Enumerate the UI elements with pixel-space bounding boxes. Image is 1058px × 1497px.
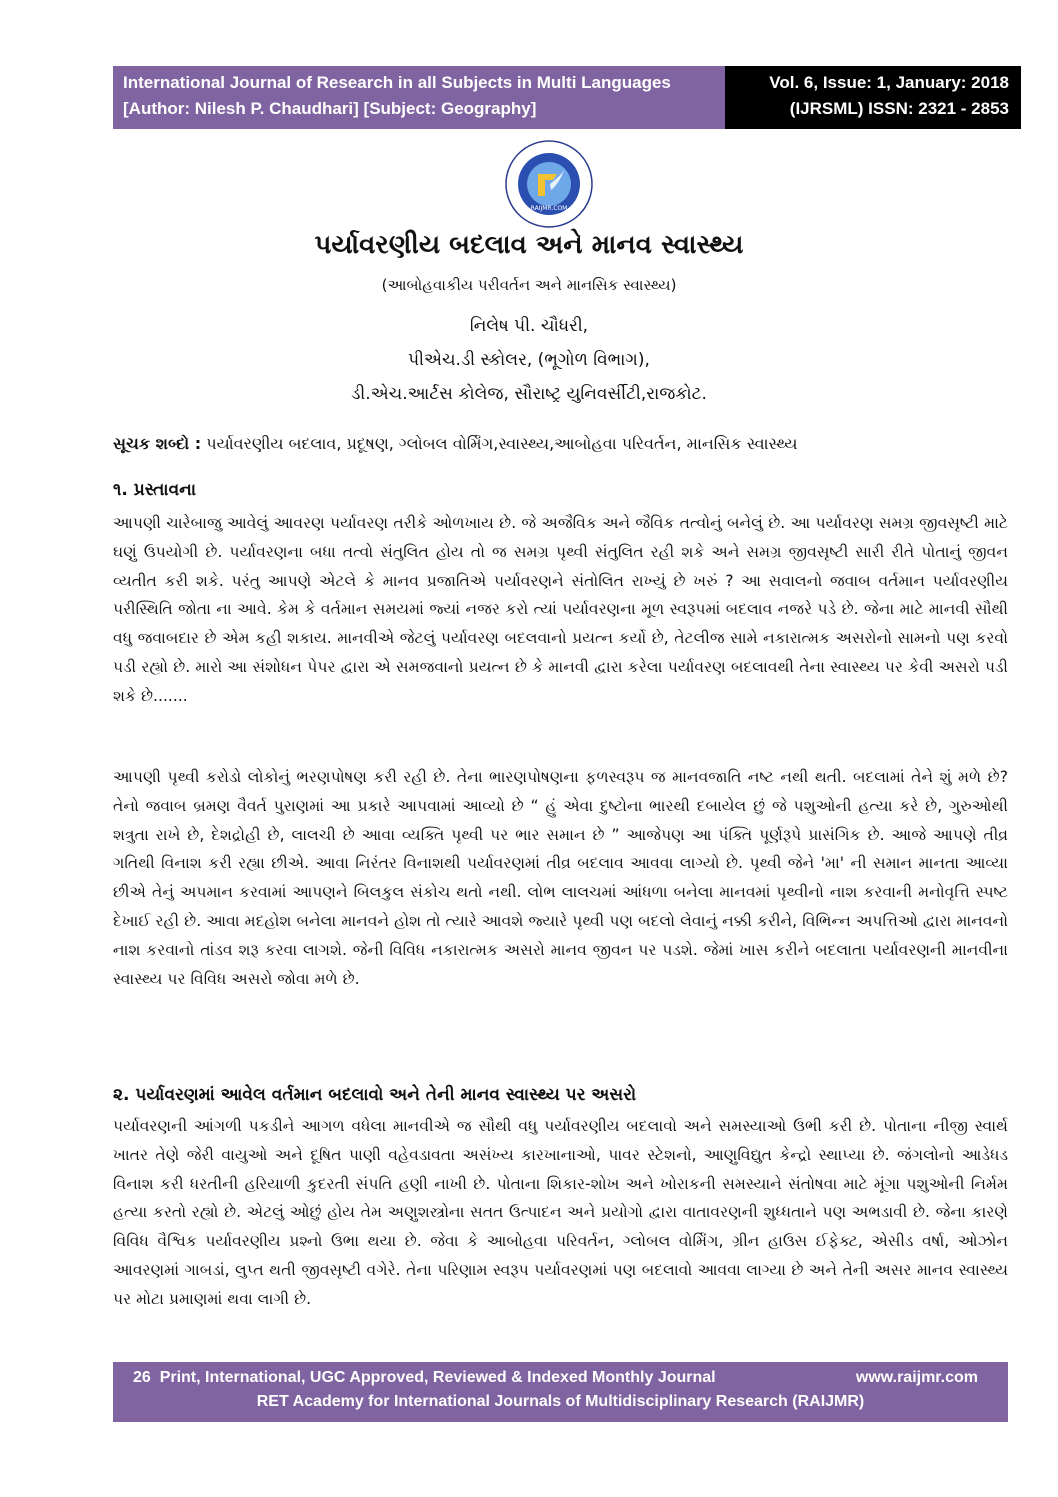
journal-footer xyxy=(113,1362,1008,1422)
author-subject: [Author: Nilesh P. Chaudhari] [Subject: Geography] xyxy=(123,99,537,118)
volume-info: Vol. 6, Issue: 1, January: 2018 xyxy=(769,73,1009,92)
keywords-label: સૂચક શબ્દો : xyxy=(113,434,202,453)
author-name: નિલેષ પી. ચૌધરી, xyxy=(469,316,589,336)
page-number: 26 xyxy=(133,1369,151,1386)
header-volume-block xyxy=(725,66,1021,129)
section1-heading: ૧. પ્રસ્તાવના xyxy=(113,480,197,500)
keywords-text: પર્યાવરણીય બદલાવ, પ્રદૂષણ, ગ્લોબલ વોર્મિંગ,સ્વાસ્થ્ય,આબોહવા પરિવર્તન, માનસિક સ્વાસ્થ્ય xyxy=(201,434,798,453)
paper-subtitle: (આબોહવાકીય પરીવર્તન અને માનસિક સ્વાસ્થ્ય) xyxy=(381,276,677,294)
logo-text: RAIJMR.COM xyxy=(530,205,568,212)
journal-header xyxy=(113,66,1021,129)
header-journal-block xyxy=(113,66,725,129)
paper-title: પર્યાવરણીય બદલાવ અને માનવ સ્વાસ્થ્ય xyxy=(314,230,744,260)
section2-paragraph-1: પર્યાવરણની આંગળી પકડીને આગળ વધેલા માનવીએ જ સૌથી વધુ પર્યાવરણીય બદલાવો અને સમસ્યાઓ ઉભી કરી છે. પોતાના નીજી સ્વાર્થ ખાતર તેણે જેરી વાયુઓ અને દૂષિત પાણી વહેવડાવતા અસંખ્ય કારખાનાઓ, પાવર સ્ટેશનો, આણુવિદ્યુત કેન્દ્રો સ્થાપ્યા છે. જંગલોનો આડેધડ વિનાશ કરી ધરતીની હરિયાળી કુદરતી સંપતિ હણી નાખી છે. પોતાના શિકાર-શોખ અને ખોરાકની સમસ્યાને સંતોષવા માટે મૂંગા પશુઓની નિર્મમ હત્યા કરતો રહ્યો છે. એટલું ઓછું હોય તેમ અણુશસ્ત્રોના સતત ઉત્પાદન અને પ્રયોગો દ્વારા વાતાવરણની શુધ્ધતાને પણ અભડાવી છે. જેના કારણે વિવિધ વૈશ્વિક પર્યાવરણીય પ્રશ્નો ઉભા થયા છે. જેવા કે આબોહવા પરિવર્તન, ગ્લોબલ વોર્મિંગ, ગ્રીન હાઉસ ઈફેક્ટ, એસીડ વર્ષા, ઓઝોન આવરણમાં ગાબડાં, લુપ્ત થતી જીવસૃષ્ટી વગેરે. તેના પરિણામ સ્વરૂપ પર્યાવરણમાં પણ બદલાવો આવવા લાગ્યા છે અને તેની અસર માનવ સ્વાસ્થ્ય પર મોટા પ્રમાણમાં થવા લાગી છે. xyxy=(113,1117,1008,1308)
footer-line2: RET Academy for International Journals of Multidisciplinary Research (RAIJMR) xyxy=(256,1393,865,1410)
raijmr-logo xyxy=(505,140,593,228)
author-role: પીએચ.ડી સ્કોલર, (ભૂગોળ વિભાગ), xyxy=(408,350,650,370)
footer-line1: Print, International, UGC Approved, Reviewed & Indexed Monthly Journal xyxy=(159,1369,716,1386)
section1-paragraph-2: આપણી પૃથ્વી કરોડો લોકોનું ભરણપોષણ કરી રહી છે. તેના ભારણપોષણના ફળસ્વરૂપ જ માનવજાતિ નષ્ટ નથી થતી. બદલામાં તેને શું મળે છે? તેનો જવાબ બ્રમણ વૈવર્ત પુરાણમાં આ પ્રકારે આપવામાં આવ્યો છે “ હું એવા દુષ્ટોના ભારથી દબાયેલ છું જે પશુઓની હત્યા કરે છે, ગુરુઓથી શત્રુતા રાખે છે, દેશદ્રોહી છે, લાલચી છે આવા વ્યક્તિ પૃથ્વી પર ભાર સમાન છે ” આજેપણ આ પંક્તિ પૂર્ણરૂપે પ્રાસંગિક છે. આજે આપણે તીવ્ર ગતિથી વિનાશ કરી રહ્યા છીએ. આવા નિરંતર વિનાશથી પર્યાવરણમાં તીવ્ર બદલાવ આવવા લાગ્યો છે. પૃથ્વી જેને 'મા' ની સમાન માનતા આવ્યા છીએ તેનું અપમાન કરવામાં આપણને બિલકુલ સંકોચ થતો નથી. લોભ લાલચમાં આંધળા બનેલા માનવમાં પૃથ્વીનો નાશ કરવાની મનોવૃત્તિ સ્પષ્ટ દેખાઈ રહી છે. આવા મદહોશ બનેલા માનવને હોશ તો ત્યારે આવશે જ્યારે પૃથ્વી પણ બદલો લેવાનું નક્કી કરીને, વિભિન્ન અપત્તિઓ દ્વારા માનવનો નાશ કરવાનો તાંડવ શરૂ કરવા લાગશે. જેની વિવિધ નકારાત્મક અસરો માનવ જીવન પર પડશે. જેમાં ખાસ કરીને બદલાતા પર્યાવરણની માનવીના સ્વાસ્થ્ય પર વિવિધ અસરો જોવા મળે છે. xyxy=(113,768,1008,988)
keywords xyxy=(113,434,1013,454)
author-institute: ડી.એચ.આર્ટસ કોલેજ, સૌરાષ્ટ્ર યુનિવર્સીટી,રાજકોટ. xyxy=(351,384,707,404)
journal-title: International Journal of Research in all Subjects in Multi Languages xyxy=(123,73,671,92)
section2-heading: ૨. પર્યાવરણમાં આવેલ વર્તમાન બદલાવો અને તેની માનવ સ્વાસ્થ્ય પર અસરો xyxy=(113,1085,637,1105)
issn-info: (IJRSML) ISSN: 2321 - 2853 xyxy=(789,99,1009,118)
footer-website: www.raijmr.com xyxy=(855,1369,978,1386)
section1-paragraph-1: આપણી ચારેબાજુ આવેલું આવરણ પર્યાવરણ તરીકે ઓળખાય છે. જે અજૈવિક અને જૈવિક તત્વોનું બનેલું છે. આ પર્યાવરણ સમગ્ર જીવસૃષ્ટી માટે ઘણું ઉપયોગી છે. પર્યાવરણના બધા તત્વો સંતુલિત હોય તો જ સમગ્ર પૃથ્વી સંતુલિત રહી શકે અને સમગ્ર જીવસૃષ્ટી સારી રીતે પોતાનું જીવન વ્યતીત કરી શકે. પરંતુ આપણે એટલે કે માનવ પ્રજાતિએ પર્યાવરણને સંતોલિત રાખ્યું છે ખરું ? આ સવાલનો જવાબ વર્તમાન પર્યાવરણીય પરીસ્થિતિ જોતા ના આવે. કેમ કે વર્તમાન સમયમાં જ્યાં નજર કરો ત્યાં પર્યાવરણના મૂળ સ્વરૂપમાં બદલાવ નજરે પડે છે. જેના માટે માનવી સૌથી વધુ જવાબદાર છે એમ કહી શકાય. માનવીએ જેટલું પર્યાવરણ બદલવાનો પ્રયત્ન કર્યો છે, તેટલીજ સામે નકારાત્મક અસરોનો સામનો પણ કરવો પડી રહ્યો છે. મારો આ સંશોધન પેપર દ્વારા એ સમજવાનો પ્રયત્ન છે કે માનવી દ્વારા કરેલા પર્યાવરણ બદલાવથી તેના સ્વાસ્થ્ય પર કેવી અસરો પડી શકે છે....... xyxy=(113,514,1008,705)
